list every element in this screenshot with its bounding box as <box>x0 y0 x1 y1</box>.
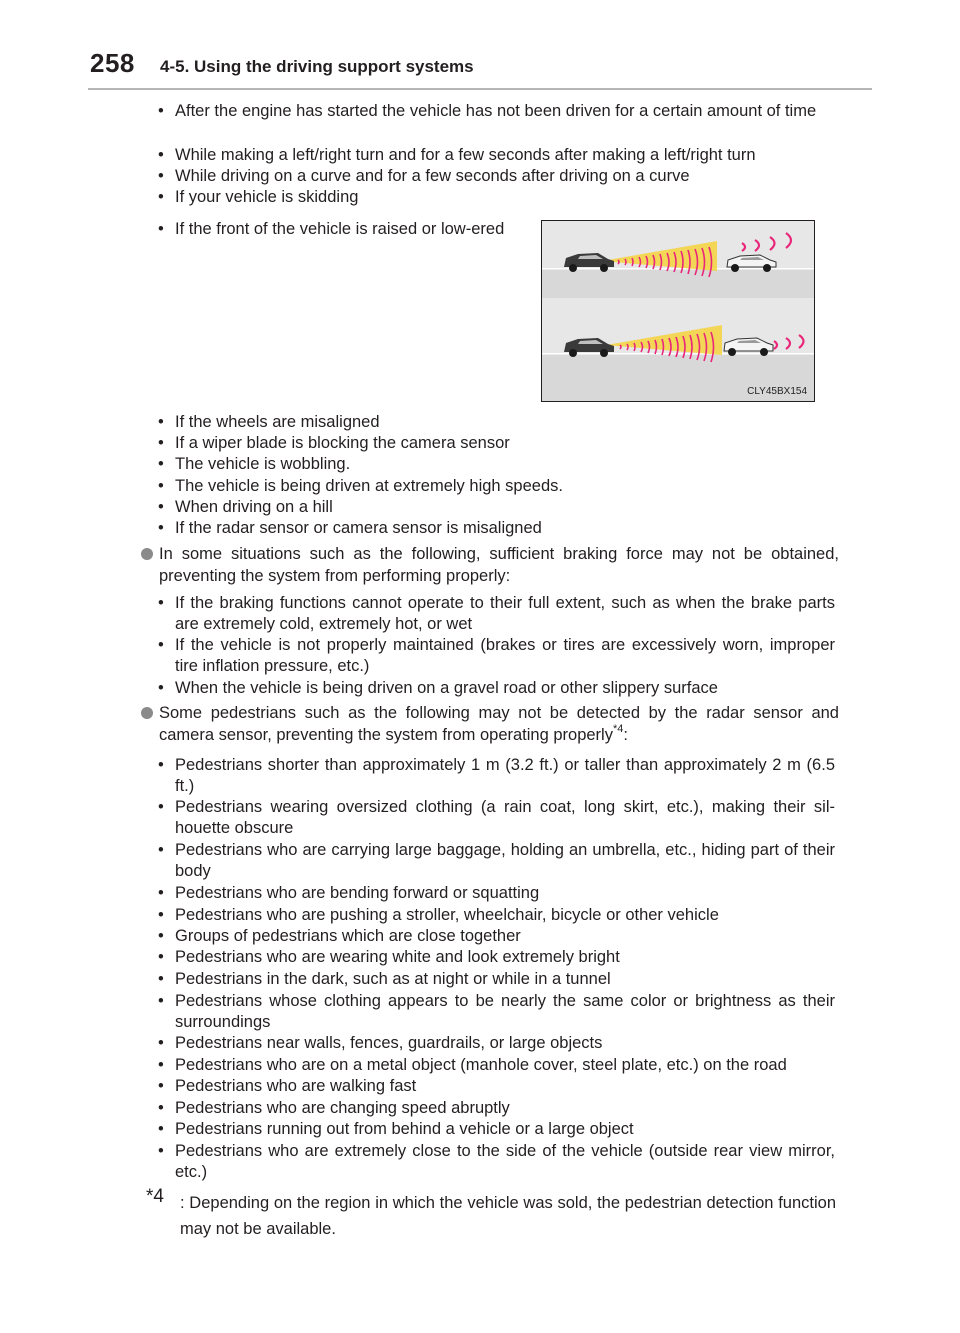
bullet: • <box>158 498 164 516</box>
bullet: • <box>158 477 164 495</box>
bullet: • <box>158 884 164 902</box>
footnote-mark: *4 <box>146 1186 164 1207</box>
road-line-upper <box>542 268 814 270</box>
bullet: • <box>158 188 164 206</box>
circle-bullet-icon <box>141 548 153 560</box>
bullet: • <box>158 1056 164 1074</box>
bullet: • <box>158 146 164 164</box>
radar-detection-figure <box>541 220 815 402</box>
bullet: • <box>158 1142 164 1160</box>
page-number: 258 <box>90 48 135 78</box>
bullet: • <box>158 102 164 120</box>
bullet: • <box>158 841 164 859</box>
footnote-ref: *4 <box>612 722 624 735</box>
bullet: • <box>158 594 164 612</box>
bullet: • <box>158 1077 164 1095</box>
bullet: • <box>158 413 164 431</box>
road-band-upper <box>542 268 814 298</box>
page-header <box>0 0 960 92</box>
bullet: • <box>158 1099 164 1117</box>
bullet: • <box>158 906 164 924</box>
bullet: • <box>158 970 164 988</box>
bullet: • <box>158 455 164 473</box>
bullet: • <box>158 1120 164 1138</box>
bullet: • <box>158 167 164 185</box>
section-title: 4-5. Using the driving support systems <box>160 57 474 76</box>
bullet: • <box>158 434 164 452</box>
bullet: • <box>158 220 164 238</box>
bullet: • <box>158 927 164 945</box>
circle-bullet-icon <box>141 707 153 719</box>
footnote-text: : Depending on the region in which the vehicle was sold, the pedestrian detection function may not be available. <box>180 1194 836 1238</box>
bullet: • <box>158 679 164 697</box>
bullet: • <box>158 1034 164 1052</box>
bullet: • <box>158 798 164 816</box>
bullet: • <box>158 948 164 966</box>
radar-illustration <box>542 221 814 401</box>
bullet: • <box>158 519 164 537</box>
bullet: • <box>158 636 164 654</box>
figure-label: CLY45BX154 <box>747 386 807 397</box>
bullet: • <box>158 756 164 774</box>
header-divider <box>88 88 872 90</box>
bullet: • <box>158 992 164 1010</box>
radar-beam-upper <box>602 241 717 271</box>
